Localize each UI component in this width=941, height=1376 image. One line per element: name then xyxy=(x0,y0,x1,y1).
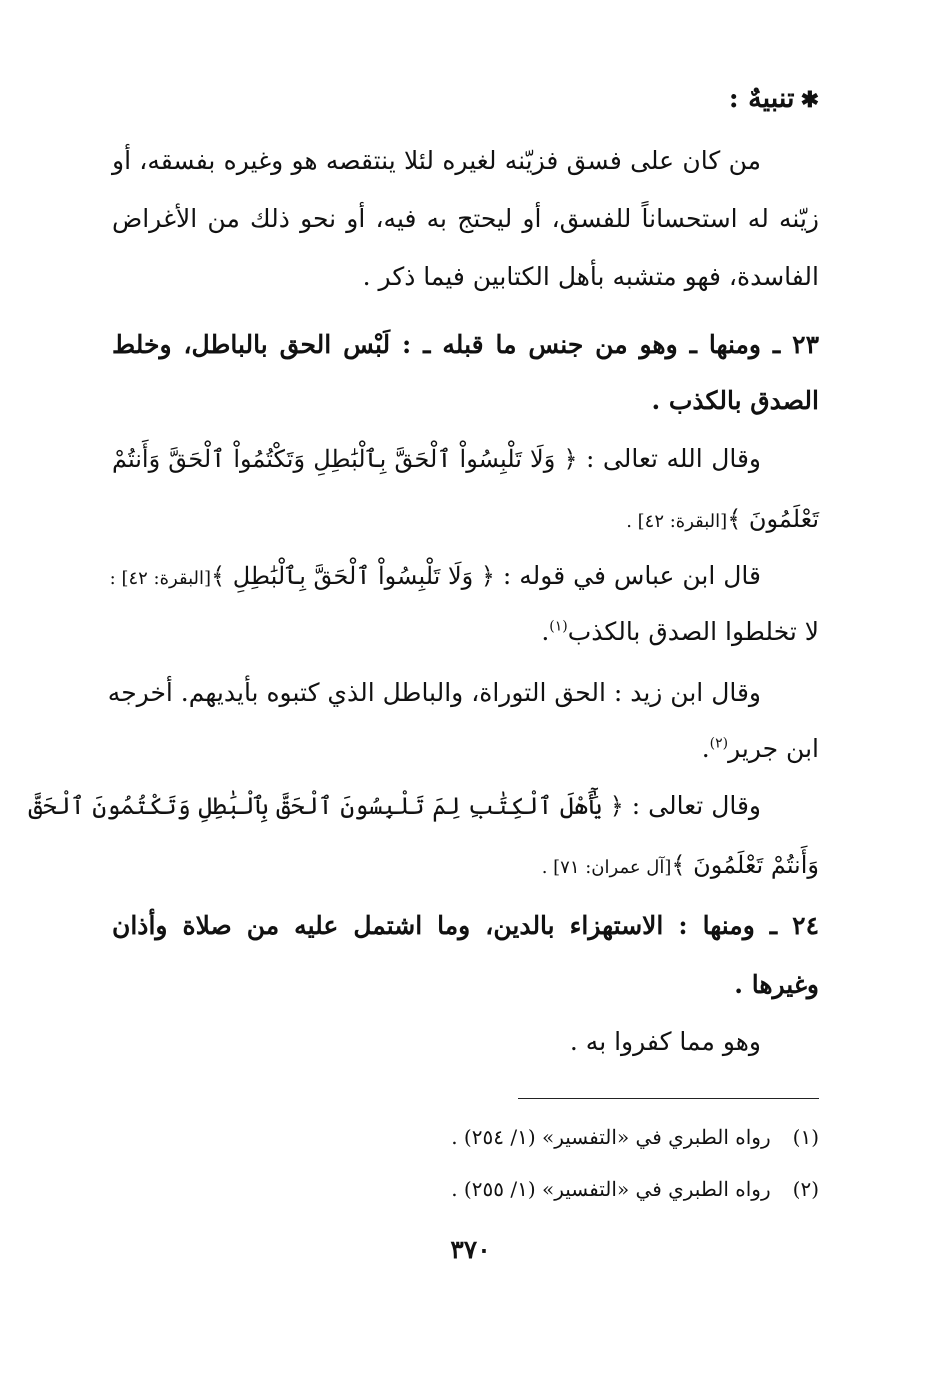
quran-verse: ﴿ وَلَا تَلْبِسُواْ ٱلْحَقَّ بِٱلْبَٰطِلِ وَتَكْتُمُواْ ٱلْحَقَّ وَأَنتُمْ xyxy=(112,445,578,473)
closing-line: وهو مما كفروا به . xyxy=(569,1027,761,1056)
star-icon: ✱ xyxy=(800,87,819,113)
heading-text: تنبيهٌ : xyxy=(728,83,795,114)
footnote-text: رواه الطبري في «التفسير» (١/ ٢٥٤) . xyxy=(451,1125,771,1149)
footnote-1 xyxy=(451,1121,819,1153)
quran-verse: ﴿ وَلَا تَلْبِسُواْ ٱلْحَقَّ بِٱلْبَٰطِلِ ﴾ xyxy=(211,562,495,590)
verse-2-line-2 xyxy=(112,845,819,885)
verse-2-intro: وقال تعالى : xyxy=(631,791,761,820)
quran-verse: ﴿ يَٰٓأَهْلَ ٱلْكِتَٰبِ لِمَ تَلْبِسُونَ ٱلْحَقَّ بِٱلْبَٰطِلِ وَتَكْتُمُونَ ٱلْحَقَّ xyxy=(28,792,624,820)
item-23-title: ٢٣ ـ ومنها ـ وهو من جنس ما قبله ـ : لَبْس الحق بالباطل، وخلط xyxy=(112,330,819,359)
verse-1-line xyxy=(112,439,819,479)
ibn-zaid-text: ابن جرير xyxy=(728,734,819,763)
period: . xyxy=(541,617,550,646)
paragraph-line: من كان على فسق فزيّنه لغيره لئلا ينتقصه هو وغيره بفسقه، أو xyxy=(112,146,761,175)
ibn-zaid-line: وقال ابن زيد : الحق التوراة، والباطل الذي كتبوه بأيديهم. أخرجه xyxy=(107,678,761,707)
verse-1-intro: وقال الله تعالى : xyxy=(586,444,762,473)
item-24-title: ٢٤ ـ ومنها : الاستهزاء بالدين، وما اشتمل عليه من صلاة وأذان xyxy=(112,911,819,940)
page-number: ٣٧٠ xyxy=(450,1235,491,1264)
verse-1-line-2 xyxy=(112,499,819,539)
verse-reference: [البقرة: ٤٢] : xyxy=(109,568,212,589)
item-23-title-cont: الصدق بالكذب . xyxy=(651,386,819,415)
quran-verse-end: وَأَنتُمْ تَعْلَمُونَ ﴾ xyxy=(671,851,819,879)
verse-2-line xyxy=(28,786,819,826)
quran-verse-end: تَعْلَمُونَ ﴾ xyxy=(727,505,819,533)
footnote-marker: (١) xyxy=(549,618,568,635)
footnote-number: (٢) xyxy=(792,1177,819,1201)
footnote-number: (١) xyxy=(792,1125,819,1149)
ibn-abbas-intro: قال ابن عباس في قوله : xyxy=(502,561,761,590)
paragraph-line: زيّنه له استحساناً للفسق، أو ليحتج به فيه، أو نحو ذلك من الأغراض xyxy=(112,204,819,233)
ibn-zaid-line-2 xyxy=(112,729,819,769)
section-heading xyxy=(729,79,819,120)
item-24-title-cont: وغيرها . xyxy=(734,970,819,999)
paragraph-line: الفاسدة، فهو متشبه بأهل الكتابين فيما ذكر . xyxy=(362,262,819,291)
verse-reference: [البقرة: ٤٢] . xyxy=(626,511,728,532)
ibn-abbas-text: لا تخلطوا الصدق بالكذب xyxy=(567,617,819,646)
ibn-abbas-line-2 xyxy=(112,612,819,652)
period: . xyxy=(701,734,710,763)
footnote-marker: (٢) xyxy=(709,735,729,752)
verse-reference: [آل عمران: ٧١] . xyxy=(541,857,672,878)
footnote-separator xyxy=(518,1098,819,1099)
ibn-abbas-line xyxy=(109,556,819,596)
footnote-text: رواه الطبري في «التفسير» (١/ ٢٥٥) . xyxy=(451,1177,771,1201)
footnote-2 xyxy=(451,1173,819,1205)
